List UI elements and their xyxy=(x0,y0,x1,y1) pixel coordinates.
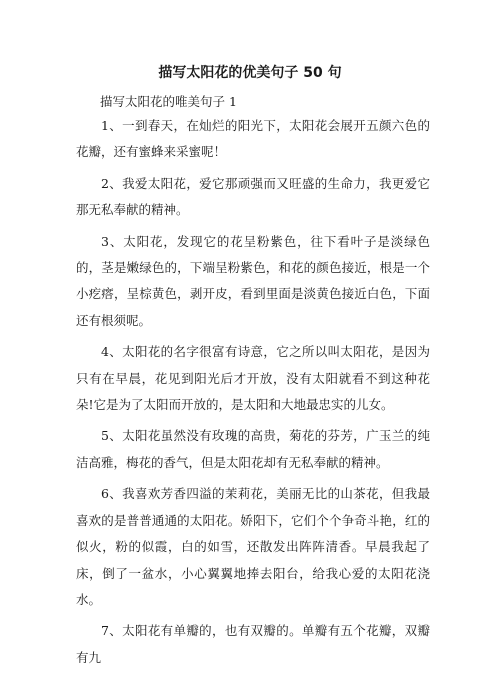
document-body xyxy=(76,113,430,676)
document-subtitle: 描写太阳花的唯美句子 1 xyxy=(100,94,237,109)
document-title: 描写太阳花的优美句子 50 句 xyxy=(158,65,342,81)
paragraph-1: 1、一到春天，在灿烂的阳光下，太阳花会展开五颜六色的花瓣，还有蜜蜂来采蜜呢！ xyxy=(76,118,430,160)
paragraph-7: 7、太阳花有单瓣的，也有双瓣的。单瓣有五个花瓣，双瓣有九 xyxy=(76,623,430,665)
paragraph-2: 2、我爱太阳花，爱它那顽强而又旺盛的生命力，我更爱它那无私奉献的精神。 xyxy=(76,175,430,218)
paragraph-6: 6、我喜欢芳香四溢的茉莉花，美丽无比的山茶花，但我最喜欢的是普普通通的太阳花。娇阳下，它们个个争奇斗艳，红的似火，粉的似霞，白的如雪，还散发出阵阵清香。早晨我起了床，倒了一盆水，小心翼翼地捧去阳台，给我心爱的太阳花浇水。 xyxy=(76,486,430,607)
paragraph-3: 3、太阳花，发现它的花呈粉紫色，往下看叶子是淡绿色的，茎是嫩绿色的，下端呈粉紫色，和花的颜色接近，根是一个小疙瘩，呈棕黄色，剥开皮，看到里面是淡黄色接近白色，下面还有根须呢。 xyxy=(76,233,430,328)
paragraph-5: 5、太阳花虽然没有玫瑰的高贵，菊花的芬芳，广玉兰的纯洁高雅，梅花的香气，但是太阳花却有无私奉献的精神。 xyxy=(76,428,430,470)
paragraph-4: 4、太阳花的名字很富有诗意，它之所以叫太阳花，是因为只有在早晨，花见到阳光后才开放，没有太阳就看不到这种花朵!它是为了太阳而开放的，是太阳和大地最忠实的儿女。 xyxy=(76,344,430,413)
